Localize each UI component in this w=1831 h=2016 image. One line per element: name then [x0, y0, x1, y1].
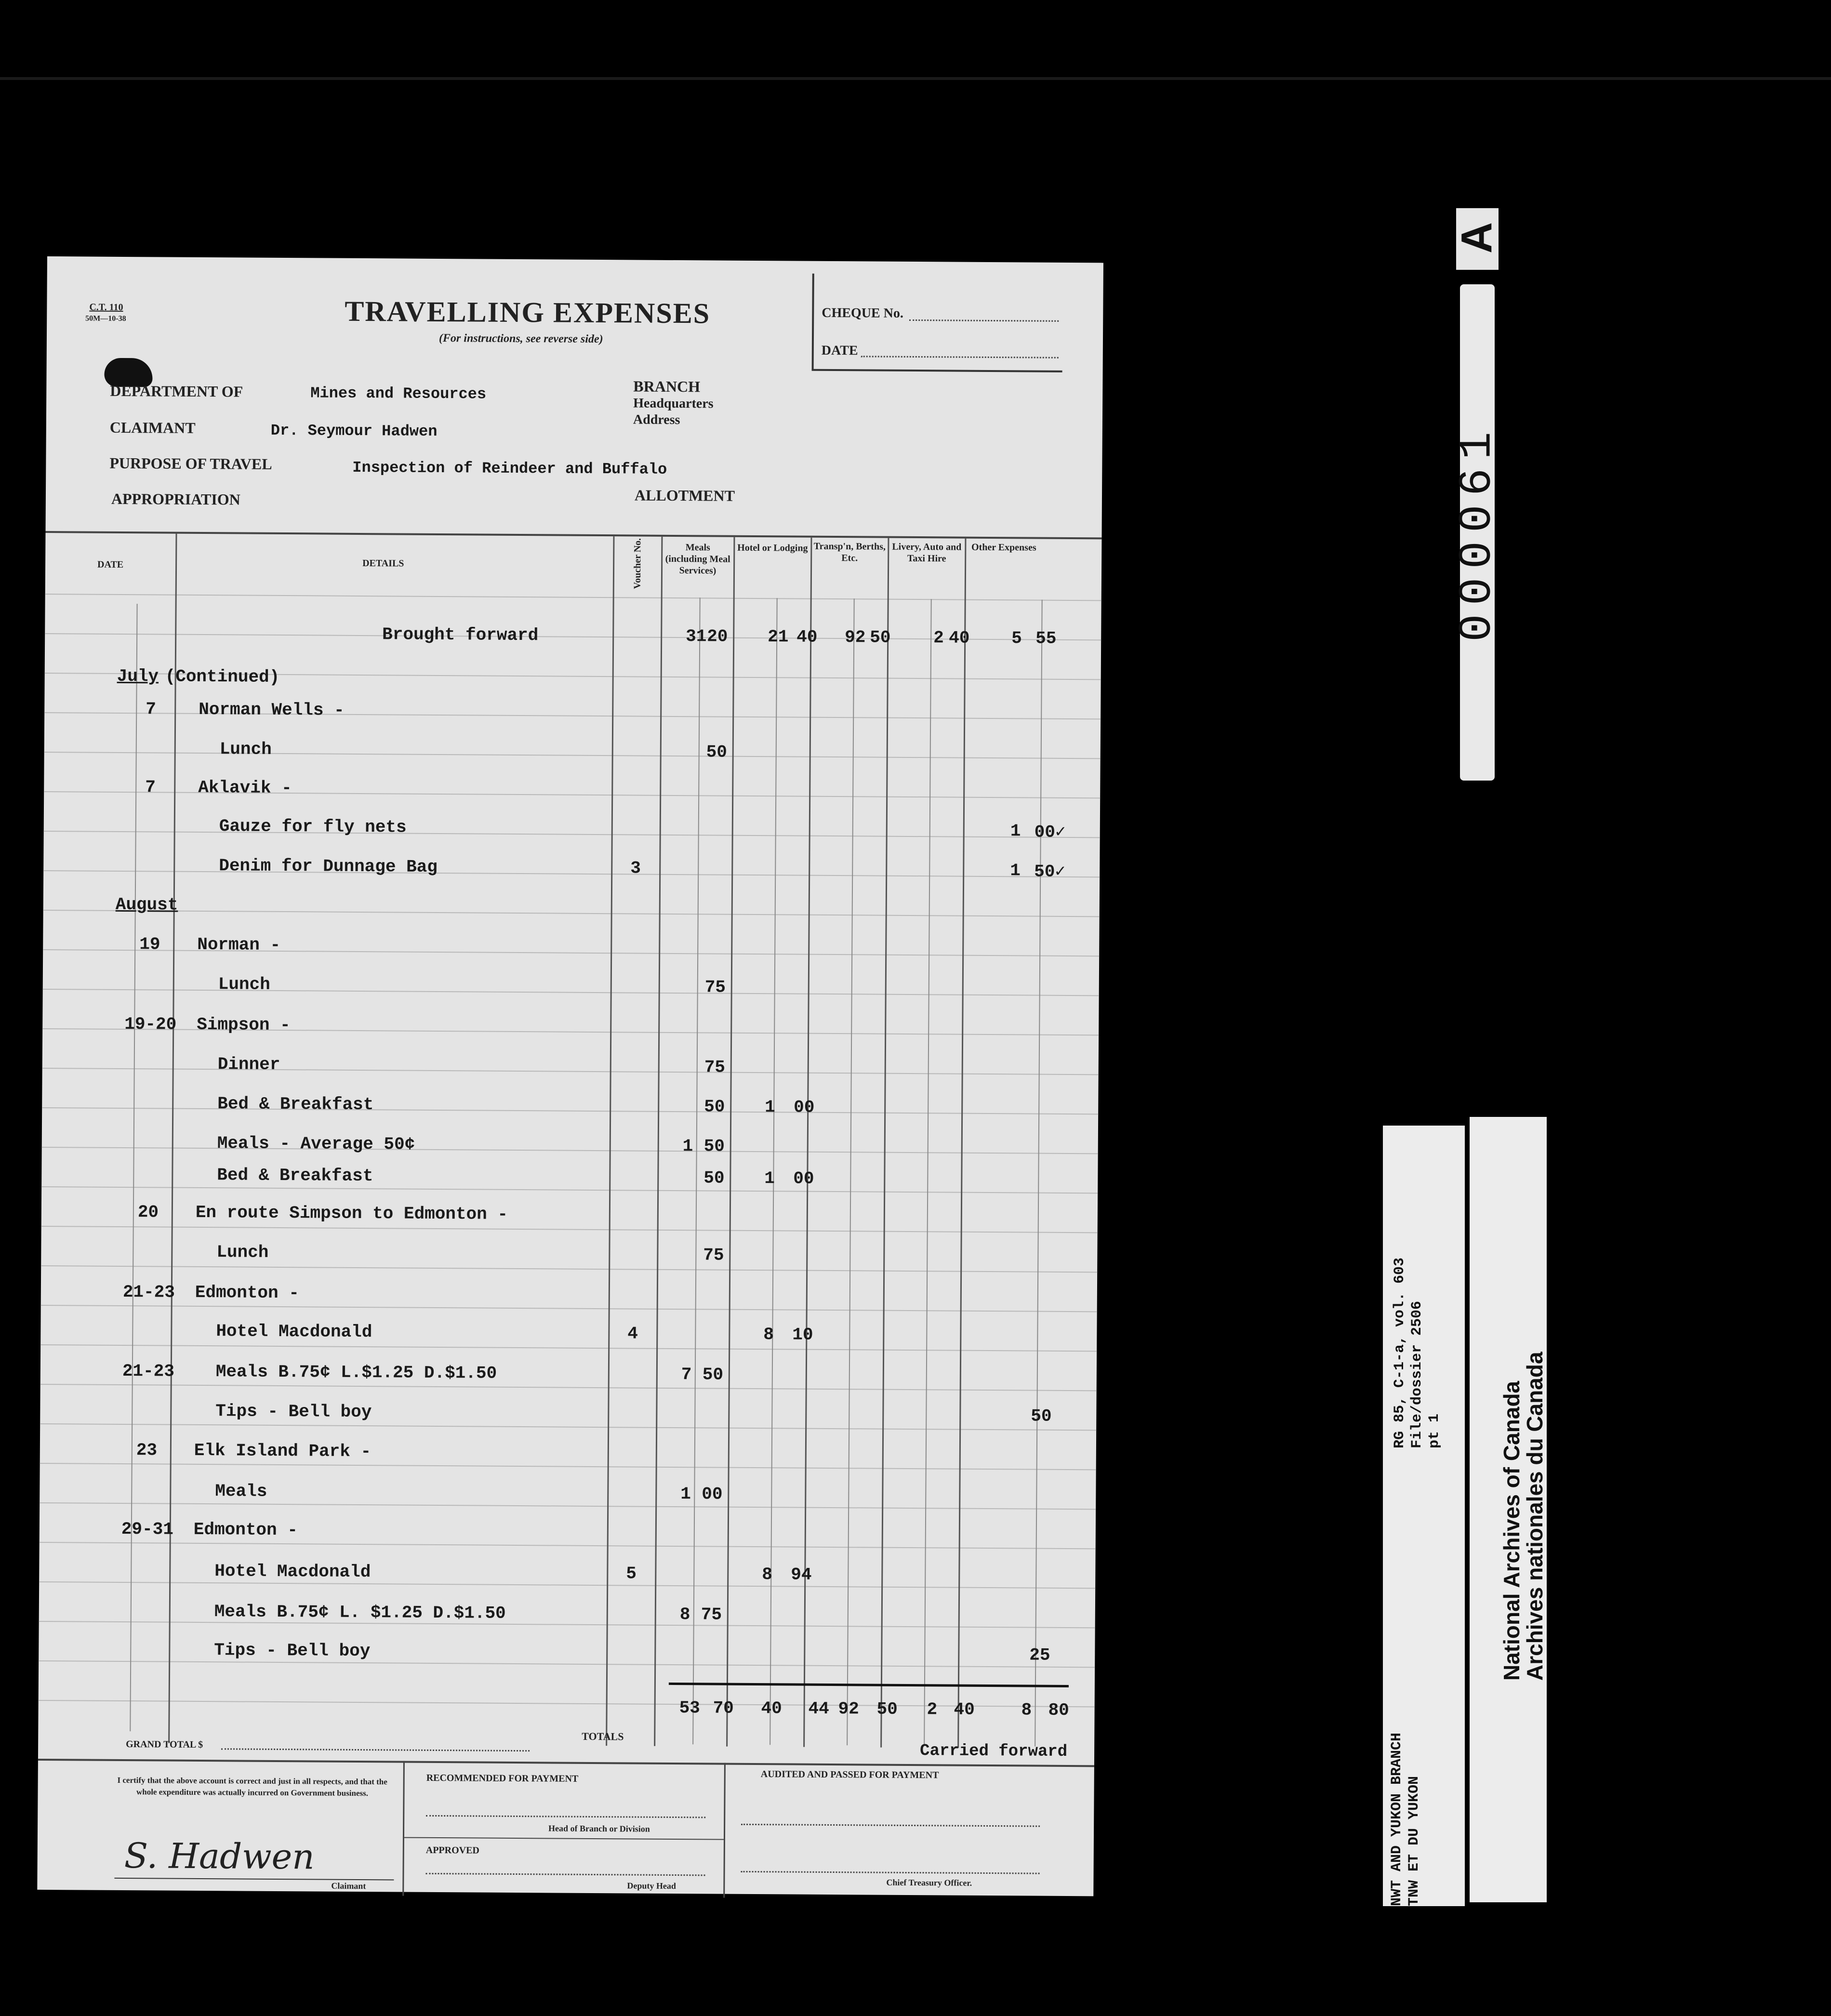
department-value: Mines and Resources: [310, 384, 487, 403]
expense-form-sheet: [37, 256, 1103, 1896]
archives-name-fr: Archives nationales du Canada: [1522, 1352, 1547, 1681]
ledger-line: [40, 1423, 1096, 1431]
total-other-dollars: 8: [1021, 1700, 1032, 1720]
ledger-line: [43, 989, 1099, 996]
total-transp-dollars: 92: [838, 1699, 859, 1719]
row-meals-dollars: 7: [681, 1365, 692, 1385]
ledger-line: [41, 1265, 1097, 1273]
ledger-line: [40, 1384, 1097, 1391]
row-meals-cents: 75: [704, 977, 726, 997]
row-meals-dollars: 8: [679, 1605, 690, 1625]
footer-col-divider-1: [402, 1761, 405, 1896]
row-details: Hotel Macdonald: [216, 1321, 372, 1342]
col-header-meals: Meals (including Meal Services): [665, 542, 730, 576]
cheque-number-field[interactable]: [909, 319, 1059, 322]
ledger-line: [41, 1305, 1097, 1312]
header-divider: [45, 531, 1101, 539]
row-details: Edmonton -: [193, 1519, 298, 1540]
row-details: Tips - Bell boy: [215, 1401, 372, 1422]
row-date: August: [115, 894, 178, 915]
row-date: 21-23: [122, 1361, 175, 1381]
row-meals-cents: 75: [703, 1245, 724, 1265]
date-field[interactable]: [861, 356, 1059, 358]
ledger-line: [40, 1502, 1096, 1510]
cents-divider-other: [1035, 600, 1043, 1747]
row-details: Simpson -: [197, 1014, 291, 1035]
ledger-line: [44, 752, 1101, 759]
ledger-line: [45, 594, 1101, 601]
row-livery-dollars: 2: [933, 628, 944, 648]
deputy-head-caption: Deputy Head: [627, 1881, 676, 1891]
ledger-line: [40, 1344, 1097, 1352]
ledger-line: [42, 1107, 1098, 1114]
row-details: Lunch: [218, 974, 270, 995]
date-label: DATE: [821, 343, 858, 358]
row-meals-cents: 50: [702, 1365, 724, 1385]
row-details: Brought forward: [382, 624, 539, 646]
purpose-label: PURPOSE OF TRAVEL: [109, 454, 272, 473]
treasury-caption: Chief Treasury Officer.: [886, 1877, 972, 1888]
headquarters-label: Headquarters: [633, 396, 714, 411]
form-print-run: 50M—10-38: [85, 314, 126, 323]
col-header-other: Other Expenses: [971, 542, 1036, 553]
total-livery-cents: 40: [954, 1699, 975, 1720]
row-details: Gauze for fly nets: [219, 816, 407, 837]
row-date: 23: [136, 1440, 158, 1460]
form-title: TRAVELLING EXPENSES: [345, 295, 711, 330]
ledger-line: [39, 1621, 1095, 1628]
row-other-cents: 55: [1035, 628, 1057, 649]
ledger-line: [40, 1542, 1096, 1549]
claimant-signature: S. Hadwen: [124, 1835, 315, 1877]
row-details: Meals B.75¢ L. $1.25 D.$1.50: [214, 1602, 506, 1623]
ledger-line: [42, 1068, 1099, 1075]
row-hotel-dollars: 21: [768, 627, 789, 647]
row-details: Norman Wells -: [199, 699, 345, 720]
audited-signature-field[interactable]: [741, 1824, 1040, 1827]
certification-text: I certify that the above account is correct and just in all respects, and that the whole expenditure was actually incurred on Government business.: [117, 1775, 387, 1798]
col-header-date: DATE: [97, 559, 124, 570]
row-date: 21-23: [122, 1282, 175, 1302]
cents-divider-transp: [847, 598, 855, 1745]
branch-line-1: NWT AND YUKON BRANCH: [1389, 1732, 1405, 1906]
row-hotel-dollars: 8: [763, 1325, 774, 1345]
recommended-signature-field[interactable]: [426, 1815, 705, 1818]
reference-line-3: pt 1: [1426, 1413, 1443, 1448]
ledger-line: [43, 910, 1100, 917]
row-meals-cents: 75: [704, 1057, 726, 1077]
row-details: Hotel Macdonald: [214, 1561, 371, 1582]
row-details: Dinner: [217, 1054, 280, 1074]
row-other-dollars: 5: [1011, 628, 1022, 649]
row-hotel-cents: 40: [796, 627, 818, 647]
cheque-label: CHEQUE No.: [822, 305, 903, 321]
footer-row-divider: [404, 1837, 724, 1840]
ledger-line: [40, 1463, 1096, 1470]
row-meals-cents: 50: [703, 1168, 725, 1188]
claimant-caption: Claimant: [331, 1881, 366, 1891]
row-meals-cents: 20: [707, 626, 728, 647]
total-hotel-dollars: 40: [761, 1698, 782, 1719]
total-livery-dollars: 2: [927, 1699, 938, 1720]
total-transp-cents: 50: [876, 1699, 898, 1719]
row-details: Edmonton -: [195, 1282, 300, 1303]
row-date: 7: [146, 699, 156, 719]
row-meals-cents: 50: [703, 1136, 725, 1156]
row-details: Aklavik -: [198, 777, 292, 798]
row-meals-cents: 75: [701, 1605, 722, 1625]
cheque-box-bottom: [812, 369, 1062, 372]
row-date: 19-20: [124, 1014, 177, 1035]
col-header-livery: Livery, Auto and Taxi Hire: [892, 541, 962, 564]
col-header-transp: Transp'n, Berths, Etc.: [813, 541, 886, 564]
row-details: Bed & Breakfast: [217, 1094, 374, 1115]
col-divider-date: [168, 534, 177, 1743]
row-details: Tips - Bell boy: [214, 1640, 371, 1661]
table-rules: [47, 256, 1103, 263]
ledger-line: [41, 1226, 1098, 1233]
cents-divider-livery: [924, 599, 932, 1746]
form-subtitle: (For instructions, see reverse side): [438, 332, 603, 346]
row-date: 19: [139, 934, 160, 955]
row-meals-cents: 00: [702, 1484, 723, 1504]
recommended-label: RECOMMENDED FOR PAYMENT: [426, 1772, 579, 1784]
reference-line-1: RG 85, C-1-a, vol. 603: [1392, 1257, 1408, 1448]
col-divider-meals: [726, 537, 735, 1747]
row-other-cents: 50: [1031, 1406, 1052, 1426]
row-meals-dollars: 1: [682, 1136, 693, 1156]
row-details: Meals - Average 50¢: [217, 1133, 415, 1154]
claimant-label: CLAIMANT: [109, 418, 196, 437]
col-divider-livery: [957, 539, 966, 1748]
purpose-value: Inspection of Reindeer and Buffalo: [352, 458, 667, 478]
ledger-line: [39, 1660, 1095, 1668]
signature-line: [114, 1878, 394, 1881]
row-details: Denim for Dunnage Bag: [219, 856, 438, 877]
col-header-details: DETAILS: [362, 558, 404, 569]
row-details: Lunch: [216, 1242, 269, 1262]
film-edge-line: [0, 77, 1831, 80]
allotment-label: ALLOTMENT: [634, 486, 735, 504]
row-transp-dollars: 92: [845, 627, 866, 648]
ledger-line: [39, 1581, 1095, 1589]
row-details: Meals: [215, 1481, 267, 1501]
row-details: (Continued): [165, 666, 280, 687]
row-voucher: 3: [630, 858, 641, 878]
cents-divider-meals: [692, 597, 701, 1744]
row-details: Meals B.75¢ L.$1.25 D.$1.50: [215, 1362, 497, 1383]
row-hotel-dollars: 1: [765, 1097, 775, 1117]
row-livery-cents: 40: [949, 628, 970, 648]
approved-signature-field[interactable]: [426, 1873, 705, 1876]
totals-rule: [669, 1683, 1069, 1687]
row-details: Bed & Breakfast: [217, 1165, 373, 1186]
row-hotel-cents: 00: [794, 1097, 815, 1117]
col-divider-details: [606, 536, 614, 1746]
frame-letter-tag: [1453, 208, 1501, 270]
col-subdivider-date: [130, 604, 137, 1731]
claimant-value: Dr. Seymour Hadwen: [270, 421, 438, 440]
archives-of-canada-label: [1470, 1117, 1547, 1902]
archive-reference-label: [1383, 1126, 1465, 1906]
grand-total-label: GRAND TOTAL $: [126, 1739, 203, 1751]
reel-number: 000061: [1451, 423, 1504, 642]
department-label: DEPARTMENT OF: [110, 382, 243, 400]
ledger-line: [43, 870, 1100, 877]
total-meals-dollars: 53: [679, 1698, 700, 1718]
row-hotel-cents: 94: [791, 1565, 812, 1585]
form-code: C.T. 110: [89, 302, 123, 313]
row-transp-cents: 50: [870, 627, 891, 648]
row-voucher: 5: [626, 1564, 637, 1584]
col-divider-transp: [880, 538, 889, 1748]
row-voucher: 4: [627, 1324, 638, 1344]
row-date: 7: [145, 777, 156, 797]
row-meals-dollars: 1: [680, 1484, 691, 1504]
audited-label: AUDITED AND PASSED FOR PAYMENT: [760, 1769, 939, 1781]
col-header-voucher: Voucher No.: [632, 538, 643, 589]
archives-name-en: National Archives of Canada: [1499, 1380, 1524, 1681]
totals-label: TOTALS: [582, 1730, 624, 1743]
frame-letter: A: [1453, 222, 1501, 253]
row-details: Lunch: [219, 739, 272, 759]
row-other-dollars: 1: [1010, 861, 1021, 881]
col-header-hotel: Hotel or Lodging: [737, 542, 808, 554]
row-details: En route Simpson to Edmonton -: [195, 1202, 508, 1224]
row-date: July: [117, 666, 159, 687]
approved-label: APPROVED: [425, 1844, 479, 1856]
head-of-branch-caption: Head of Branch or Division: [548, 1823, 650, 1834]
row-details: Elk Island Park -: [194, 1440, 372, 1462]
cheque-box-border: [812, 274, 814, 370]
ledger-line: [41, 1186, 1098, 1194]
total-other-cents: 80: [1048, 1700, 1069, 1721]
row-other-cents: 00✓: [1034, 822, 1066, 842]
row-hotel-dollars: 8: [762, 1565, 773, 1585]
ledger-line: [42, 1147, 1098, 1154]
row-hotel-cents: 00: [793, 1168, 814, 1189]
row-meals-cents: 50: [704, 1097, 725, 1117]
address-label: Address: [633, 412, 680, 428]
reference-line-2: File/dossier 2506: [1409, 1300, 1425, 1448]
row-details: Norman -: [197, 934, 281, 955]
carried-forward: Carried forward: [919, 1742, 1068, 1761]
ledger-line: [44, 831, 1100, 838]
footer-col-divider-2: [723, 1763, 726, 1898]
row-other-dollars: 1: [1010, 821, 1021, 841]
row-hotel-cents: 10: [792, 1325, 813, 1345]
reel-number-tag: [1451, 284, 1504, 781]
col-divider-voucher: [654, 537, 663, 1746]
row-date: 29-31: [121, 1519, 174, 1539]
total-hotel-cents: 44: [808, 1698, 829, 1719]
treasury-signature-field[interactable]: [741, 1871, 1040, 1874]
row-date: 20: [137, 1202, 159, 1222]
branch-line-2: TNW ET DU YUKON: [1406, 1776, 1422, 1906]
row-other-cents: 50✓: [1034, 862, 1066, 882]
row-hotel-dollars: 1: [764, 1168, 775, 1189]
grand-total-field[interactable]: [221, 1748, 530, 1751]
row-meals-dollars: 31: [686, 626, 707, 647]
appropriation-label: APPROPRIATION: [111, 490, 240, 508]
total-meals-cents: 70: [713, 1698, 734, 1718]
row-other-cents: 25: [1029, 1645, 1050, 1665]
branch-label: BRANCH: [633, 377, 701, 396]
row-meals-cents: 50: [706, 742, 728, 762]
